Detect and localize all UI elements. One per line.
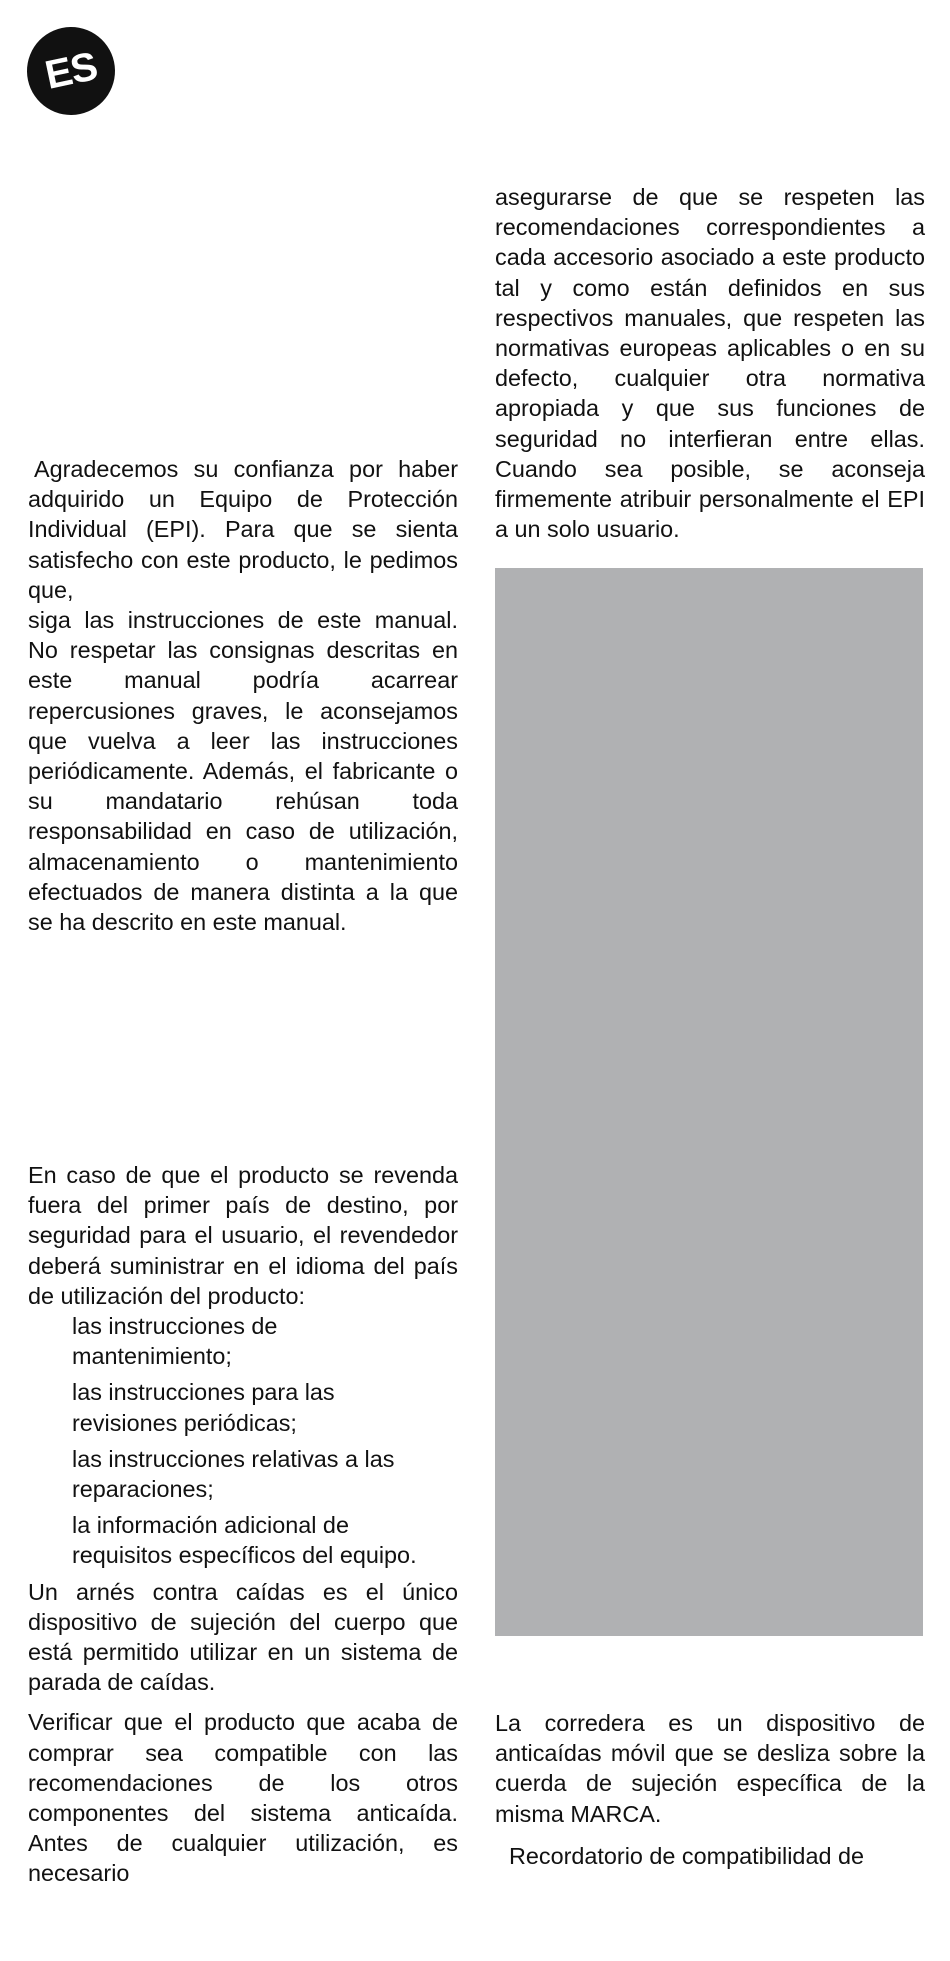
intro-paragraph-2: siga las instrucciones de este manual. No respetar las consignas descritas en este manual podría acarrear repercusiones graves, le aconsejamos que vuelva a leer las instrucciones periódicamente. Además, el fabricante o su mandatario rehúsan toda responsabilidad en caso de utilización, almacenamiento o mantenimiento efectuados de manera distinta a la que se ha descrito en este manual. bbox=[28, 607, 458, 936]
verify-paragraph: Verificar que el producto que acaba de comprar sea compatible con las recomendaciones de los otros componentes del sistema anticaída. Antes de cualquier utilización, es necesario bbox=[28, 1709, 458, 1887]
resale-section bbox=[28, 1160, 458, 1889]
resale-list bbox=[28, 1311, 458, 1571]
compat-section bbox=[495, 1841, 925, 1871]
list-item: la información adicional de requisitos específicos del equipo. bbox=[72, 1512, 417, 1569]
continuation-section bbox=[495, 182, 925, 544]
slider-paragraph: La corredera es un dispositivo de anticaídas móvil que se desliza sobre la cuerda de sujeción específica de la misma MARCA. bbox=[495, 1710, 925, 1827]
list-item: las instrucciones de mantenimiento; bbox=[72, 1313, 278, 1370]
image-placeholder bbox=[495, 568, 923, 1636]
harness-paragraph: Un arnés contra caídas es el único dispositivo de sujeción del cuerpo que está permitido utilizar en un sistema de parada de caídas. bbox=[28, 1578, 458, 1696]
intro-section bbox=[28, 454, 458, 937]
resale-paragraph: En caso de que el producto se revenda fuera del primer país de destino, por seguridad para el usuario, el revendedor deberá suministrar en el idioma del país de utilización del producto: bbox=[28, 1162, 458, 1309]
list-item: las instrucciones para las revisiones periódicas; bbox=[72, 1379, 335, 1436]
language-badge: ES bbox=[19, 19, 123, 123]
intro-paragraph-1: Agradecemos su confianza por haber adquirido un Equipo de Protección Individual (EPI). Para que se sienta satisfecho con este producto, le pedimos que, bbox=[28, 456, 458, 603]
slider-section bbox=[495, 1708, 925, 1829]
list-item: las instrucciones relativas a las reparaciones; bbox=[72, 1445, 395, 1503]
compat-paragraph: Recordatorio de compatibilidad de bbox=[509, 1843, 864, 1869]
continuation-paragraph: asegurarse de que se respeten las recomendaciones correspondientes a cada accesorio asociado a este producto tal y como están definidos en sus respectivos manuales, que respeten las normativas europeas aplicables o en su defecto, cualquier otra normativa apropiada y que sus funciones de seguridad no interfieran entre ellas. Cuando sea posible, se aconseja firmemente atribuir personalmente el EPI a un solo usuario. bbox=[495, 184, 925, 543]
